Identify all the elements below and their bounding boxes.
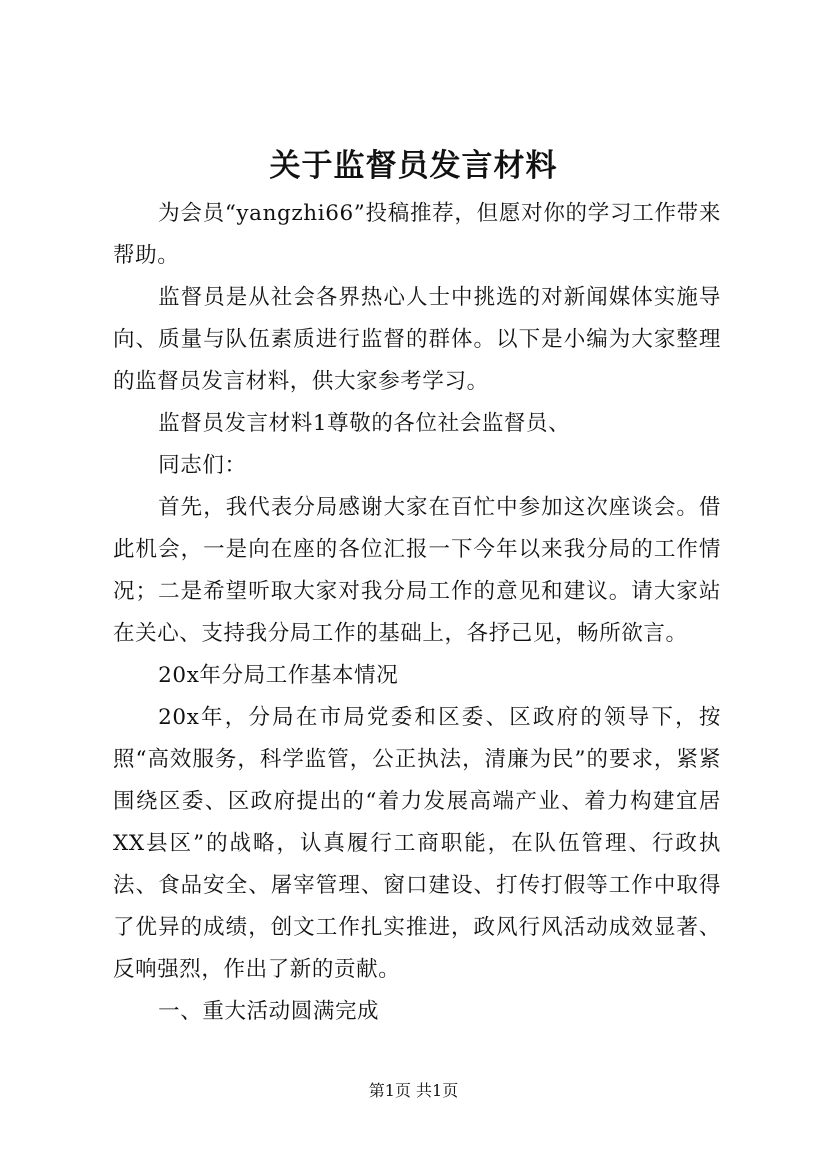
paragraph-description: 监督员是从社会各界热心人士中挑选的对新闻媒体实施导向、质量与队伍素质进行监督的群体。以下是小编为大家整理的监督员发言材料，供大家参考学习。	[113, 285, 721, 394]
document-body	[113, 193, 721, 1033]
document-title: 关于监督员发言材料	[269, 148, 558, 184]
paragraph-subheading: 一、重大活动圆满完成	[158, 999, 380, 1024]
paragraph-salutation: 同志们：	[158, 453, 247, 478]
paragraph-section-heading: 20x年分局工作基本情况	[158, 663, 399, 688]
paragraph-opening: 首先，我代表分局感谢大家在百忙中参加这次座谈会。借此机会，一是向在座的各位汇报一下今年以来我分局的工作情况；二是希望听取大家对我分局工作的意见和建议。请大家站在关心、支持我分局工作的基础上，各抒己见，畅所欲言。	[113, 495, 721, 646]
paragraph-work-summary: 20x年，分局在市局党委和区委、区政府的领导下，按照“高效服务，科学监管，公正执法，清廉为民”的要求，紧紧围绕区委、区政府提出的“着力发展高端产业、着力构建宜居XX县区”的战略，认真履行工商职能，在队伍管理、行政执法、食品安全、屠宰管理、窗口建设、打传打假等工作中取得了优异的成绩，创文工作扎实推进，政风行风活动成效显著、反响强烈，作出了新的贡献。	[113, 705, 721, 982]
page-number-footer: 第1页 共1页	[368, 1081, 459, 1100]
paragraph-speech-heading: 监督员发言材料1尊敬的各位社会监督员、	[158, 411, 571, 436]
paragraph-intro: 为会员“yangzhi66”投稿推荐，但愿对你的学习工作带来帮助。	[113, 201, 721, 268]
